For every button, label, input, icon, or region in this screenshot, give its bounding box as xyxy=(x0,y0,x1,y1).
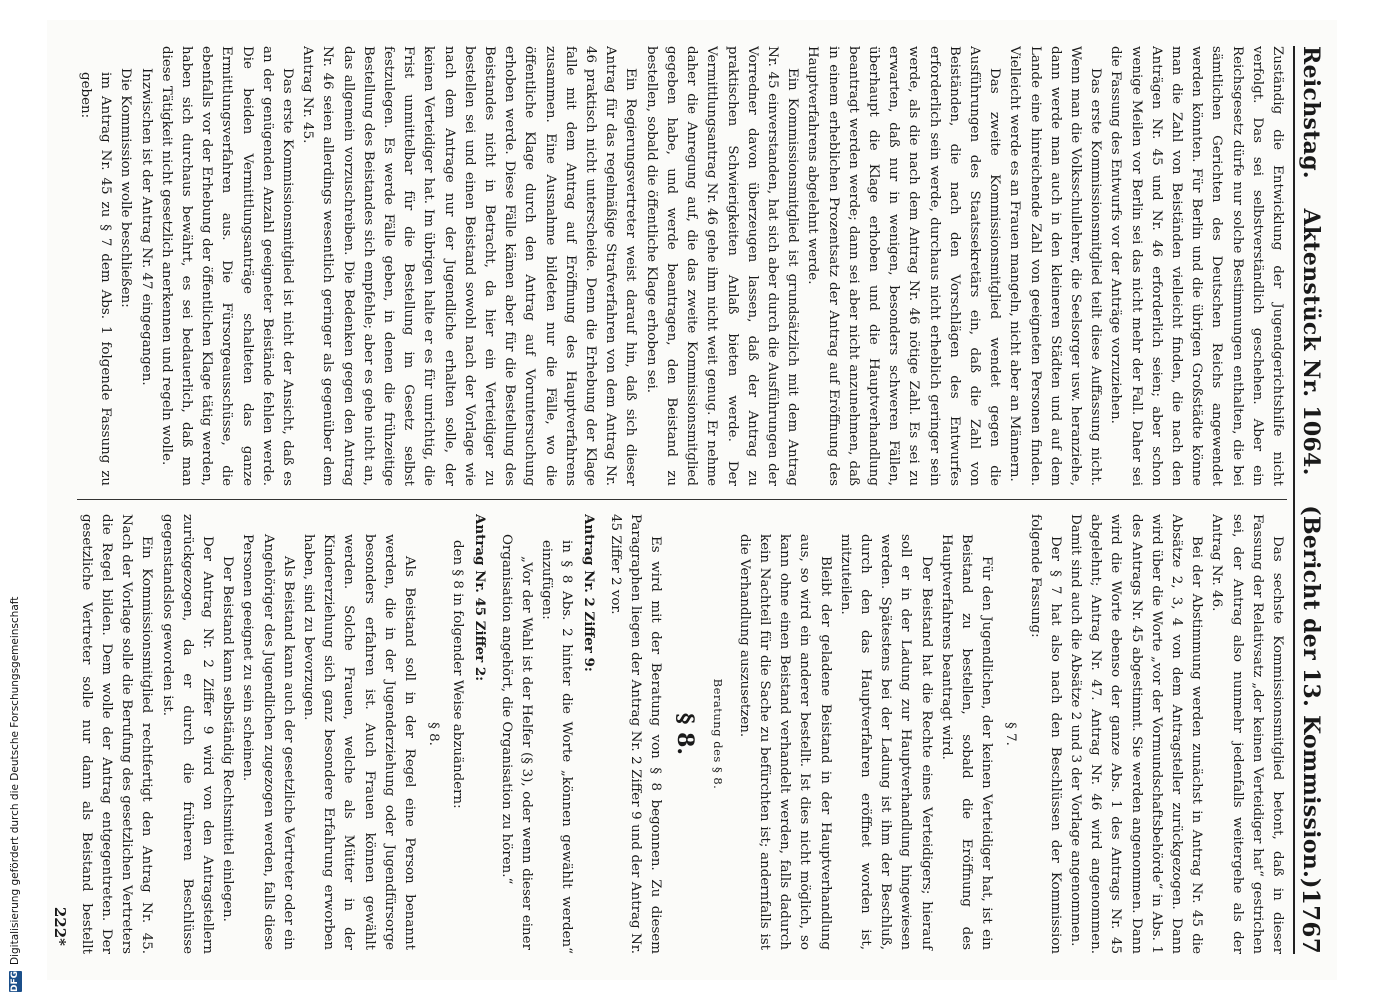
section-caption: Beratung des § 8. xyxy=(710,678,725,790)
paragraph: Das erste Kommissionsmitglied teilt diese Auffassung nicht. Wenn man die Volksschullehrer, die Seelsorger usw. heranziehe, dann werde man auch in den kleineren Städten und auf dem Lande eine hinreichende Zahl von geeigneten Personen finden. Vielleicht werde es an Frauen mangeln, nicht aber an Männern. xyxy=(1007,46,1104,486)
motion-heading: Antrag Nr. 45 Ziffer 2: xyxy=(471,514,488,682)
quoted-provision xyxy=(73,46,75,486)
provision-paragraph: Als Beistand kann auch der gesetzliche Vertreter oder ein Angehöriger des Jugendlichen zugezogen werden, falls diese Personen geeignet zu sein scheinen. xyxy=(240,534,296,950)
page-signature: 222* xyxy=(51,906,69,946)
provision-paragraph: Für den Jugendlichen, der keinen Verteidiger hat, ist ein Beistand zu bestellen, sobald die Eröffnung des Hauptverfahrens beantragt wird. xyxy=(938,534,995,950)
paragraph: Der § 7 hat also nach den Beschlüssen der Kommission folgende Fassung: xyxy=(1027,514,1063,954)
section-heading: § 8. xyxy=(672,712,699,756)
section-title: § 8. xyxy=(426,722,442,746)
column-divider xyxy=(77,499,1287,500)
header-page-number: 1767 xyxy=(1297,888,1325,954)
header-reichstag: Reichstag. xyxy=(1298,46,1324,179)
digitization-credit xyxy=(8,596,22,992)
section-title: § 7. xyxy=(1003,722,1019,746)
provision-paragraph: Als Beistand soll in der Regel eine Person benannt werden, die in der Jugenderziehung oder Jugendfürsorge besonders erfahren ist. Auch Frauen können gewählt werden. Solche Frauen, welche als Mütter in der Kindererziehung sich ganz besondere Erfahrung erworben haben, sind zu bevorzugen. xyxy=(301,534,418,950)
provision-paragraph: Der Beistand hat die Rechte eines Verteidigers; hierauf soll er in der Ladung zur Hauptverhandlung hingewiesen werden. Spätestens bei der Ladung ist ihm der Beschluß, durch den das Hauptverfahren eröffnet worden ist, mitzuteilen. xyxy=(837,534,934,950)
motion-text: im Antrag Nr. 45 zu § 7 dem Abs. 1 folgende Fassung zu geben: xyxy=(78,72,114,486)
motion-text: in § 8 Abs. 2 hinter die Worte „können gewählt werden“ einzufügen: xyxy=(539,540,575,954)
paragraph: Ein Kommissionsmitglied ist grundsätzlich mit dem Antrag Nr. 45 einverstanden, hat sich aber durch die Ausführungen der Vorredner davon überzeugen lassen, daß der Antrag zu praktischen Schwierigkeiten Anlaß bieten werde. Der Vermittlungsantrag Nr. 46 gehe ihm nicht weit genug. Er nehme daher die Anregung auf, die das zweite Kommissionsmitglied gegeben habe, und werde beantragen, den Beistand zu bestellen, sobald die öffentliche Klage erhoben sei. xyxy=(643,46,801,486)
paragraph: Ein Kommissionsmitglied rechtfertigt den Antrag Nr. 45. Nach der Vorlage solle die Berufung des gesetzlichen Vertreters die Regel bilden. Dem wolle der Antrag entgegentreten. Der gesetzliche Vertreter solle nur dann als Beistand bestellt xyxy=(78,514,155,954)
scanned-page xyxy=(47,20,1337,980)
left-column xyxy=(73,46,1287,486)
provision-paragraph: Bleibt der geladene Beistand in der Hauptverhandlung aus, so wird ein anderer bestellt. Ist dies nicht möglich, so kann ohne einen Beistand verhandelt werden, falls dadurch kein Nachteil für die Sache zu befürchten ist; andernfalls ist die Verhandlung auszusetzen. xyxy=(736,534,833,950)
paragraph: Die Kommission wolle beschließen: xyxy=(118,68,134,308)
credit-text: Digitalisierung gefördert durch die Deutsche Forschungsgemeinschaft xyxy=(9,596,21,965)
provision-paragraph: Der Beistand kann selbständig Rechtsmittel einlegen. xyxy=(220,556,236,922)
paragraph: Bei der Abstimmung werden zunächst in Antrag Nr. 45 die Absätze 2, 3, 4 von dem Antragsteller zurückgezogen. Dann wird über die Worte „vor der Vormundschaftsbehörde“ in Abs. 1 des Antrags Nr. 45 abgestimmt. Sie werden angenommen. Dann wird die Worte ebenso der ganze Abs. 1 des Antrags Nr. 45 abgelehnt; Antrag Nr. 47. Antrag Nr. 46 wird angenommen. Damit sind auch die Absätze 2 und 3 der Vorlage angenommen. xyxy=(1067,514,1205,954)
right-column xyxy=(73,514,1287,954)
paragraph: Es wird mit der Beratung von § 8 begonnen. Zu diesem Paragraphen liegen der Antrag Nr. 2 Ziffer 9 und der Antrag Nr. 45 Ziffer 2 vor. xyxy=(607,514,664,954)
paragraph: Der Antrag Nr. 2 Ziffer 9 wird von den Antragstellern zurückgezogen, da er durch die früheren Beschlüsse gegenstandslos geworden ist. xyxy=(159,514,216,954)
paragraph: Inzwischen ist der Antrag Nr. 47 eingegangen. xyxy=(138,68,154,386)
header-report-title: (Bericht der 13. Kommission.) xyxy=(1298,505,1324,889)
motion-text: den § 8 in folgender Weise abzuändern: xyxy=(450,540,466,809)
page-header xyxy=(1293,46,1327,954)
paragraph: Das erste Kommissionsmitglied ist nicht der Ansicht, daß es an der genügenden Anzahl geeigneter Beistände fehlen werde. Die beiden Vermittlungsanträge schalteten das ganze Ermittlungsverfahren aus. Die Fürsorgeausschüsse, die ebenfalls vor der Erhebung der öffentlichen Klage tätig werden, haben sich durchaus bewährt, es sei bedauerlich, daß man diese Tätigkeit nicht gesetzlich anerkennen und regeln wolle. xyxy=(158,46,296,486)
dfg-logo-icon: DFG xyxy=(9,970,20,992)
paragraph: Das sechste Kommissionsmitglied betont, daß in dieser Fassung der Relativsatz „der keinen Verteidiger hat“ gestrichen sei, der Antrag also nunmehr jedenfalls weitergehe als der Antrag Nr. 46. xyxy=(1209,514,1285,954)
quoted-provision: „Vor der Wahl ist der Helfer (§ 3), oder wenn dieser einer Organisation angehört, die Organisation zu hören.“ xyxy=(498,534,535,950)
motion-heading: Antrag Nr. 2 Ziffer 9: xyxy=(580,514,597,672)
paragraph: Das zweite Kommissionsmitglied wendet gegen die Ausführungen des Staatssekretärs ein, daß die Zahl von Beiständen, die nach den Vorschlägen des Entwurfes erforderlich sein werde, durchaus nicht erheblich geringer sein werde, als die nach dem Antrag Nr. 46 nötige Zahl. Es sei zu erwarten, daß nur in wenigen, besonders schweren Fällen, überhaupt die Klage erhoben und die Hauptverhandlung beantragt werden werde; dann sei aber nicht anzunehmen, daß in einem erheblichen Prozentsatz der Antrag auf Eröffnung des Hauptverfahrens abgelehnt werde. xyxy=(805,46,1003,486)
header-document-number: Aktenstück Nr. 1064. xyxy=(1298,208,1324,476)
paragraph: Zuständig die Entwicklung der Jugendgerichtshilfe nicht verfolgt. Das sei selbstverständlich geschehen. Aber ein Reichsgesetz dürfe nur solche Bestimmungen enthalten, die bei sämtlichen Gerichten des Deutschen Reichs angewendet werden könnten. Für Berlin und die übrigen Großstädte könne man die Zahl von Beiständen vielleicht finden, die nach den Anträgen Nr. 45 und Nr. 46 erforderlich seien; aber schon wenige Meilen vor Berlin sei das nicht mehr der Fall. Daher sei die Fassung des Entwurfs vor der Anträge vorzuziehen. xyxy=(1108,46,1285,486)
paragraph: Ein Regierungsvertreter weist darauf hin, daß sich dieser Antrag für das regelmäßige Strafverfahren von dem Antrag Nr. 46 praktisch nicht unterscheide. Denn die Erhebung der Klage falle mit dem Antrag auf Eröffnung des Hauptverfahrens zusammen. Eine Ausnahme bildeten nur die Fälle, wo die öffentliche Klage durch den Antrag auf Voruntersuchung erhoben werde. Diese Fälle kämen aber für die Bestellung des Beistandes nicht in Betracht, da hier ein Verteidiger zu bestellen sei und einen Beistand sowohl nach der Vorlage wie nach dem Antrage nur der Jugendliche erhalten solle, der keinen Verteidiger hat. Im übrigen halte er es für unrichtig, die Frist unmittelbar für die Bestellung im Gesetz selbst festzulegen. Es werde Fälle geben, in denen die frühzeitige Bestellung des Beistandes sich empfehle; aber es gehe nicht an, das allgemein vorzuschreiben. Die Bedenken gegen den Antrag Nr. 46 seien allerdings wesentlich geringer als gegenüber dem Antrag Nr. 45. xyxy=(300,46,639,486)
